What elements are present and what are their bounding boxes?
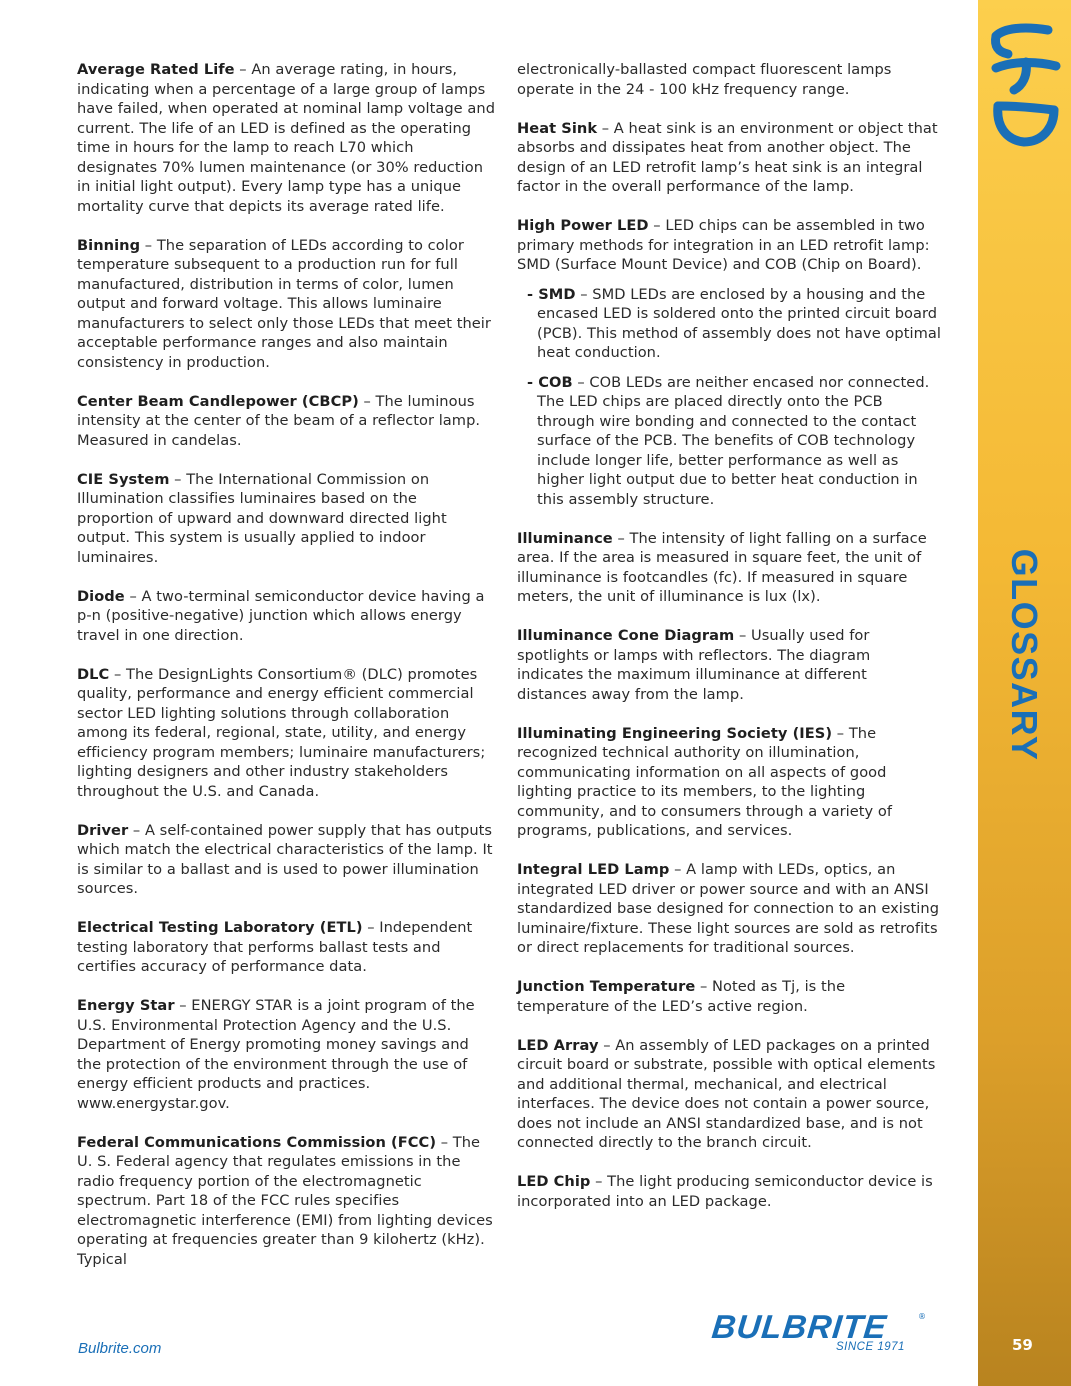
glossary-definition: – The International Commission on Illumination classifies luminaires based on the proportion of upward and downward directed light output. This system is usually applied to indoor luminaires.: [77, 470, 447, 566]
glossary-definition: – Noted as Tj, is the temperature of the LED’s active region.: [517, 978, 846, 1015]
glossary-term: - COB: [527, 373, 573, 391]
glossary-term: LED Chip: [517, 1173, 591, 1190]
glossary-definition: – COB LEDs are neither encased nor connected. The LED chips are placed directly onto the PCB through wire bonding and connected to the contact surface of the PCB. The benefits of COB technology include longer life, better performance as well as higher light output due to better heat conduction in this assembly structure.: [537, 373, 930, 508]
glossary-definition: – The U. S. Federal agency that regulates emissions in the radio frequency portion of the electromagnetic spectrum. Part 18 of the FCC rules specifies electromagnetic interference (EMI) from lighting devices operating at frequencies greater than 9 kilohertz (kHz). Typical: [77, 1133, 493, 1268]
glossary-entry-driver: [77, 821, 495, 899]
brand-logo: [712, 1308, 928, 1360]
glossary-continuation: electronically-ballasted compact fluorescent lamps operate in the 24 - 100 kHz frequency range.: [517, 61, 892, 98]
glossary-term: Heat Sink: [517, 119, 598, 137]
brand-name: BULBRITE: [710, 1308, 889, 1345]
glossary-entry-fcc: [77, 1133, 495, 1270]
glossary-term: Center Beam Candlepower (CBCP): [77, 392, 359, 410]
brand-tagline: SINCE 1971: [836, 1341, 905, 1353]
glossary-definition: – An average rating, in hours, indicating when a percentage of a large group of lamps have failed, when operated at nominal lamp voltage and current. The life of an LED is defined as the operating time in hours for the lamp to reach L70 which designates 70% lumen maintenance (or 30% reduction in initial light output). Every lamp type has a unique mortality curve that depicts its average rated life.: [77, 61, 496, 215]
glossary-entry-cbcp: [77, 392, 495, 451]
glossary-entry-cie-system: [77, 470, 495, 568]
glossary-definition: – SMD LEDs are enclosed by a housing and the encased LED is soldered onto the printed circuit board (PCB). This method of assembly does not have optimal heat conduction.: [537, 285, 941, 361]
page-number: 59: [1012, 1336, 1033, 1354]
glossary-term: Junction Temperature: [517, 978, 696, 995]
glossary-entry-average-rated-life: [77, 60, 495, 216]
glossary-term: Diode: [77, 587, 125, 605]
glossary-term: Illuminating Engineering Society (IES): [517, 724, 833, 742]
glossary-definition: – The recognized technical authority on illumination, communicating information on all aspects of good lighting practice to its members, to the lighting community, and to consumers through a variety of programs, publications, and services.: [517, 724, 893, 839]
glossary-definition: – Independent testing laboratory that performs ballast tests and certifies accuracy of performance data.: [77, 919, 473, 975]
glossary-entry-integral-led-lamp: [517, 860, 941, 958]
glossary-term: Energy Star: [77, 997, 175, 1014]
glossary-term: DLC: [77, 665, 110, 683]
glossary-entry-energy-star: [77, 996, 495, 1113]
section-title: GLOSSARY: [1004, 548, 1045, 762]
glossary-entry-illuminance-cone-diagram: [517, 626, 941, 704]
glossary-term: LED Array: [517, 1036, 599, 1054]
glossary-term: Binning: [77, 236, 141, 254]
led-logo-icon: [984, 16, 1066, 158]
glossary-term: Federal Communications Commission (FCC): [77, 1133, 437, 1151]
left-column: [77, 60, 495, 1289]
glossary-subentry-cob: [527, 373, 941, 510]
glossary-entry-ies: [517, 724, 941, 841]
glossary-definition: – The separation of LEDs according to color temperature subsequent to a production run for full manufactured, distribution in terms of color, lumen output and forward voltage. This allows luminaire manufacturers to select only those LEDs that meet their acceptable performance ranges and also maintain consistency in production.: [77, 236, 491, 371]
glossary-definition: – ENERGY STAR is a joint program of the U.S. Environmental Protection Agency and the U.S. Department of Energy promoting money savings and the protection of the environment through the use of energy efficient products and practices. www.energystar.gov.: [77, 997, 475, 1112]
glossary-term: Driver: [77, 821, 129, 839]
right-column: [517, 60, 941, 1231]
glossary-term: High Power LED: [517, 217, 649, 234]
glossary-definition: – The intensity of light falling on a surface area. If the area is measured in square feet, the unit of illuminance is footcandles (fc). If measured in square meters, the unit of illuminance is lux (lx).: [517, 529, 927, 605]
glossary-definition: – The DesignLights Consortium® (DLC) promotes quality, performance and energy efficient commercial sector LED lighting solutions through collaboration among its federal, regional, state, utility, and energy efficiency program members; luminaire manufacturers; lighting designers and other industry stakeholders throughout the U.S. and Canada.: [77, 665, 486, 800]
glossary-definition: – The luminous intensity at the center of the beam of a reflector lamp. Measured in candelas.: [77, 392, 481, 449]
glossary-term: Illuminance: [517, 529, 613, 547]
glossary-subentry-smd: [527, 285, 941, 363]
glossary-entry-high-power-led: [517, 216, 941, 275]
glossary-definition: – An assembly of LED packages on a printed circuit board or substrate, possible with optical elements and additional thermal, mechanical, and electrical interfaces. The device does not contain a power source, does not include an ANSI standardized base, and is not connected directly to the branch circuit.: [517, 1036, 936, 1151]
glossary-entry-diode: [77, 587, 495, 646]
registered-mark: ®: [918, 1312, 926, 1321]
glossary-term: - SMD: [527, 285, 576, 303]
glossary-entry-etl: [77, 918, 495, 977]
glossary-entry-binning: [77, 236, 495, 373]
website-link[interactable]: Bulbrite.com: [78, 1340, 162, 1357]
glossary-term: Average Rated Life: [77, 61, 235, 78]
glossary-definition: – A lamp with LEDs, optics, an integrated LED driver or power source and with an ANSI standardized base designed for connection to an existing luminaire/fixture. These light sources are sold as retrofits or direct replacements for traditional sources.: [517, 861, 940, 956]
glossary-definition: – A two-terminal semiconductor device having a p-n (positive-negative) junction which allows energy travel in one direction.: [77, 587, 485, 644]
glossary-entry-dlc: [77, 665, 495, 802]
glossary-entry-junction-temperature: [517, 977, 941, 1016]
glossary-definition: – A heat sink is an environment or object that absorbs and dissipates heat from another object. The design of an LED retrofit lamp’s heat sink is an integral factor in the overall performance of the lamp.: [517, 119, 938, 195]
glossary-entry-led-chip: [517, 1172, 941, 1211]
glossary-definition: – LED chips can be assembled in two primary methods for integration in an LED retrofit lamp: SMD (Surface Mount Device) and COB (Chip on Board).: [517, 217, 930, 273]
glossary-definition: – A self-contained power supply that has outputs which match the electrical characteristics of the lamp. It is similar to a ballast and is used to power illumination sources.: [77, 821, 493, 897]
glossary-term: Illuminance Cone Diagram: [517, 627, 735, 644]
glossary-term: Electrical Testing Laboratory (ETL): [77, 919, 363, 936]
glossary-term: CIE System: [77, 470, 170, 488]
glossary-definition: – Usually used for spotlights or lamps with reflectors. The diagram indicates the maximum illuminance at different distances away from the lamp.: [517, 627, 871, 703]
glossary-entry-heat-sink: [517, 119, 941, 197]
glossary-entry-led-array: [517, 1036, 941, 1153]
glossary-term: Integral LED Lamp: [517, 861, 670, 878]
glossary-definition: – The light producing semiconductor device is incorporated into an LED package.: [517, 1173, 933, 1210]
glossary-entry-illuminance: [517, 529, 941, 607]
